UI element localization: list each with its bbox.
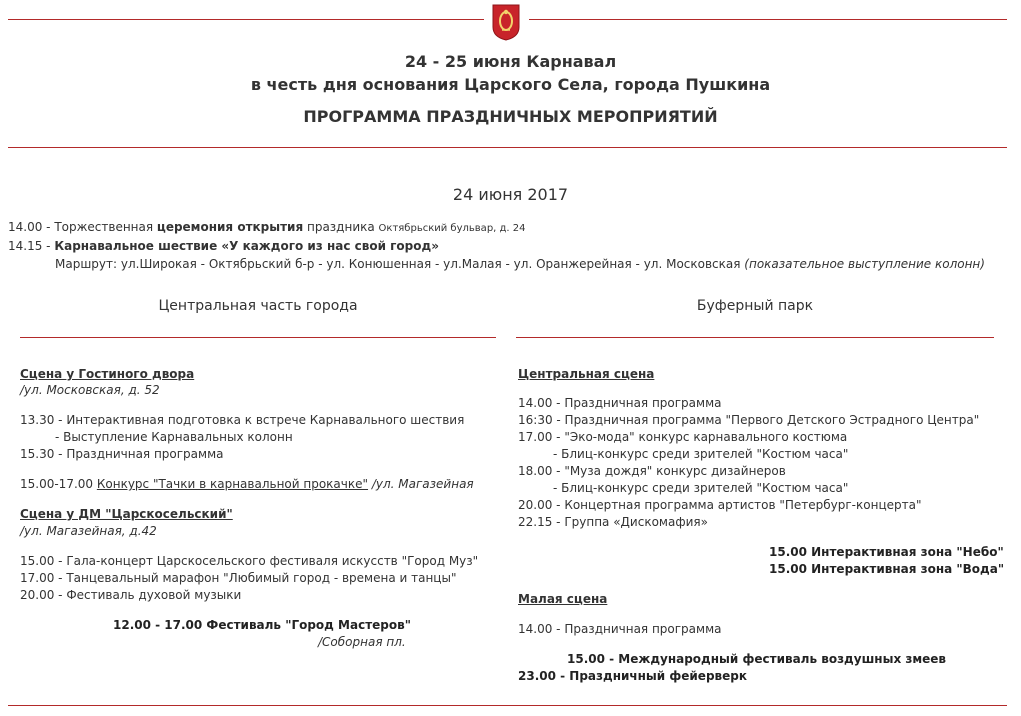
contest-place: /ул. Магазейная (368, 477, 474, 491)
zone-water: 15.00 Интерактивная зона "Вода" (769, 562, 1005, 576)
right-column-rule (516, 337, 994, 338)
masters-festival-place: /Соборная пл. (318, 635, 406, 649)
fireworks: 23.00 - Праздничный фейерверк (518, 669, 748, 683)
central-item-7: 20.00 - Концертная программа артистов "Петербург-концерта" (518, 498, 922, 512)
contest-line (20, 477, 474, 491)
opening-line (8, 220, 526, 234)
left-column-rule (20, 337, 496, 338)
opening-time: 14.00 - (8, 220, 55, 234)
stage-gostiny-dvor-address: /ул. Московская, д. 52 (20, 383, 160, 397)
central-item-5: 18.00 - "Муза дождя" конкурс дизайнеров (518, 464, 786, 478)
top-rule-right (529, 19, 1007, 20)
opening-place: Октябрьский бульвар, д. 24 (378, 223, 526, 234)
page-title-line2: в честь дня основания Царского Села, города Пушкина (250, 75, 771, 94)
central-item-1: 14.00 - Праздничная программа (518, 396, 722, 410)
central-item-4: - Блиц-конкурс среди зрителей "Костюм часа" (553, 447, 849, 461)
contest-time: 15.00-17.00 (20, 477, 97, 491)
central-stage-title[interactable]: Центральная сцена (518, 367, 655, 381)
kites-festival: 15.00 - Международный фестиваль воздушных змеев (567, 652, 947, 666)
stage1-item-1: 13.30 - Интерактивная подготовка к встрече Карнавального шествия (20, 413, 465, 427)
top-rule-left (8, 19, 484, 20)
stage1-item-2: - Выступление Карнавальных колонн (55, 430, 293, 444)
route-note: (показательное выступление колонн) (744, 257, 985, 271)
central-item-3: 17.00 - "Эко-мода" конкурс карнавального костюма (518, 430, 848, 444)
right-column-heading: Буферный парк (696, 298, 814, 314)
masters-festival: 12.00 - 17.00 Фестиваль "Город Мастеров" (113, 618, 411, 632)
page-title-line1: 24 - 25 июня Карнавал (404, 52, 617, 71)
opening-bold: церемония открытия (156, 220, 304, 234)
opening-pre: Торжественная (54, 220, 157, 234)
stage1-item-3: 15.30 - Праздничная программа (20, 447, 224, 461)
stage2-item-3: 20.00 - Фестиваль духовой музыки (20, 588, 242, 602)
procession-time: 14.15 - (8, 239, 55, 253)
stage-gostiny-dvor-title[interactable]: Сцена у Гостиного двора (20, 367, 195, 381)
zone-sky: 15.00 Интерактивная зона "Небо" (769, 545, 1004, 559)
program-title: ПРОГРАММА ПРАЗДНИЧНЫХ МЕРОПРИЯТИЙ (303, 107, 718, 126)
bottom-rule (8, 705, 1007, 706)
left-column-heading: Центральная часть города (158, 298, 358, 314)
procession-title: Карнавальное шествие «У каждого из нас свой город» (54, 239, 439, 253)
small-stage-title[interactable]: Малая сцена (518, 592, 608, 606)
procession-line (8, 239, 439, 253)
stage-dm-title[interactable]: Сцена у ДМ "Царскосельский" (20, 507, 233, 521)
central-item-2: 16:30 - Праздничная программа "Первого Детского Эстрадного Центра" (518, 413, 980, 427)
central-item-6: - Блиц-конкурс среди зрителей "Костюм часа" (553, 481, 849, 495)
crest-logo (491, 3, 521, 41)
date-heading: 24 июня 2017 (452, 185, 569, 204)
stage2-item-1: 15.00 - Гала-концерт Царскосельского фестиваля искусств "Город Муз" (20, 554, 479, 568)
stage-dm-address: /ул. Магазейная, д.42 (20, 524, 157, 538)
opening-post: праздника (303, 220, 379, 234)
header-rule (8, 147, 1007, 148)
contest-link[interactable]: Конкурс "Тачки в карнавальной прокачке" (96, 477, 369, 491)
stage2-item-2: 17.00 - Танцевальный марафон "Любимый город - времена и танцы" (20, 571, 457, 585)
procession-route (55, 257, 985, 271)
small-stage-item-1: 14.00 - Праздничная программа (518, 622, 722, 636)
route-text: Маршрут: ул.Широкая - Октябрьский б-р - ул. Конюшенная - ул.Малая - ул. Оранжерейная - ул. Московская (55, 257, 745, 271)
central-item-8: 22.15 - Группа «Дискомафия» (518, 515, 708, 529)
